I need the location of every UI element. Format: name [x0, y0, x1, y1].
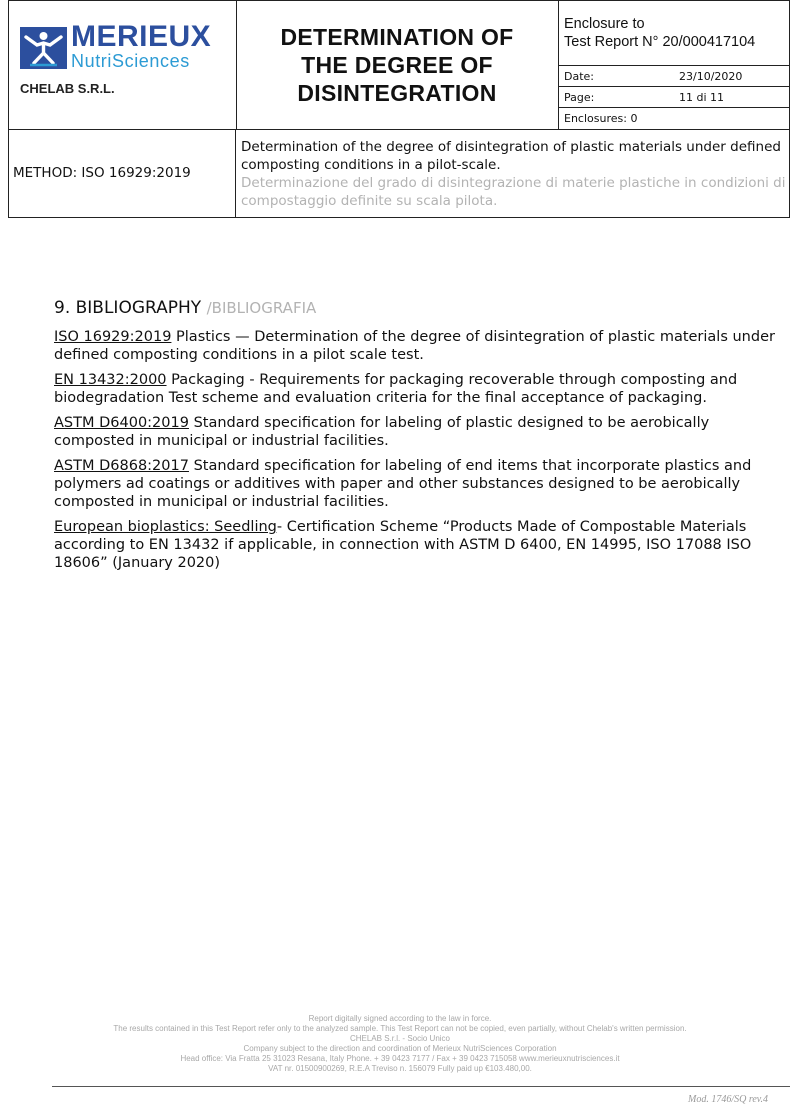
logo-cell: [9, 1, 237, 129]
reference-code: European bioplastics: Seedling: [54, 519, 277, 535]
footer-line: CHELAB S.r.l. - Socio Unico: [349, 1034, 451, 1043]
page-label: Page:: [564, 91, 595, 104]
header-method-row: [9, 129, 789, 217]
reference-item: [54, 457, 784, 511]
enclosure-label: Enclosure to: [564, 16, 645, 32]
reference-item: [54, 414, 784, 450]
company-name: CHELAB S.R.L.: [20, 81, 115, 96]
model-code: Mod. 1746/SQ rev.4: [688, 1094, 768, 1105]
title-cell: [236, 1, 559, 129]
header-top-row: [9, 1, 789, 130]
footer-line: VAT nr. 01500900269, R.E.A Treviso n. 156079 Fully paid up €103.480,00.: [268, 1064, 532, 1073]
logo-brand: MERIEUX: [71, 20, 212, 53]
date-value: 23/10/2020: [679, 70, 743, 83]
page-footer: [0, 1014, 800, 1074]
method-description: [236, 129, 789, 217]
document-title: [252, 23, 542, 107]
page-value: 11 di 11: [679, 91, 725, 104]
enclosures-row: [558, 108, 789, 129]
reference-text: Standard specification for labeling of plastic designed to be aerobically composted in municipal or industrial facilities.: [54, 415, 710, 449]
reference-text: Packaging - Requirements for packaging recoverable through composting and biodegradation Test scheme and evaluation criteria for the final acceptance of packaging.: [54, 372, 738, 406]
title-line-3: DISINTEGRATION: [297, 80, 497, 106]
reference-code: ASTM D6868:2017: [54, 458, 189, 474]
enclosures-count: Enclosures: 0: [564, 112, 638, 125]
merieux-logo-icon: [20, 27, 67, 69]
date-label: Date:: [564, 70, 594, 83]
footer-line: The results contained in this Test Report refer only to the analyzed sample. This Test Report can not be copied, even partially, without Chelab's written permission.: [113, 1024, 687, 1033]
reference-text: Standard specification for labeling of end items that incorporate plastics and polymers ad coatings or additives with paper and other substances designed to be aerobically composted in municipal or industrial facilities.: [54, 458, 752, 510]
section-title: 9. BIBLIOGRAPHY: [54, 298, 202, 318]
reference-code: ASTM D6400:2019: [54, 415, 189, 431]
reference-item: [54, 328, 784, 364]
method-cell: [9, 129, 236, 217]
footer-line: Company subject to the direction and coordination of Merieux NutriSciences Corporation: [243, 1044, 557, 1053]
bibliography-list: [54, 328, 784, 579]
section-title-italian: /BIBLIOGRAFIA: [206, 299, 317, 317]
description-italian: Determinazione del grado di disintegrazione di materie plastiche in condizioni di compostaggio definite su scala pilota.: [241, 175, 786, 209]
page-row: [558, 87, 789, 108]
reference-text: - Certification Scheme “Products Made of Compostable Materials according to EN 13432 if applicable, in connection with ASTM D 6400, EN 14995, ISO 17088 ISO 18606” (January 2020): [54, 519, 752, 571]
footer-divider: [52, 1086, 790, 1087]
title-line-1: DETERMINATION OF: [280, 24, 514, 50]
logo-subbrand: NutriSciences: [71, 51, 190, 71]
reference-text: Plastics — Determination of the degree of disintegration of plastic materials under defined composting conditions in a pilot scale test.: [54, 329, 775, 363]
reference-code: EN 13432:2000: [54, 372, 167, 388]
info-cell: [558, 1, 789, 129]
title-line-2: THE DEGREE OF: [301, 52, 493, 78]
date-row: [558, 66, 789, 87]
report-number: Test Report N° 20/000417104: [564, 34, 756, 50]
enclosure-info: [558, 1, 789, 66]
section-heading: [54, 298, 316, 318]
report-header: [8, 0, 790, 218]
reference-item: [54, 518, 784, 572]
method-label: METHOD: ISO 16929:2019: [13, 165, 191, 181]
description-english: Determination of the degree of disintegration of plastic materials under defined composting conditions in a pilot-scale.: [241, 139, 781, 173]
reference-item: [54, 371, 784, 407]
reference-code: ISO 16929:2019: [54, 329, 172, 345]
footer-line: Report digitally signed according to the law in force.: [308, 1014, 492, 1023]
footer-line: Head office: Via Fratta 25 31023 Resana, Italy Phone. + 39 0423 7177 / Fax + 39 0423 715058 www.merieuxnutrisciences.it: [180, 1054, 620, 1063]
